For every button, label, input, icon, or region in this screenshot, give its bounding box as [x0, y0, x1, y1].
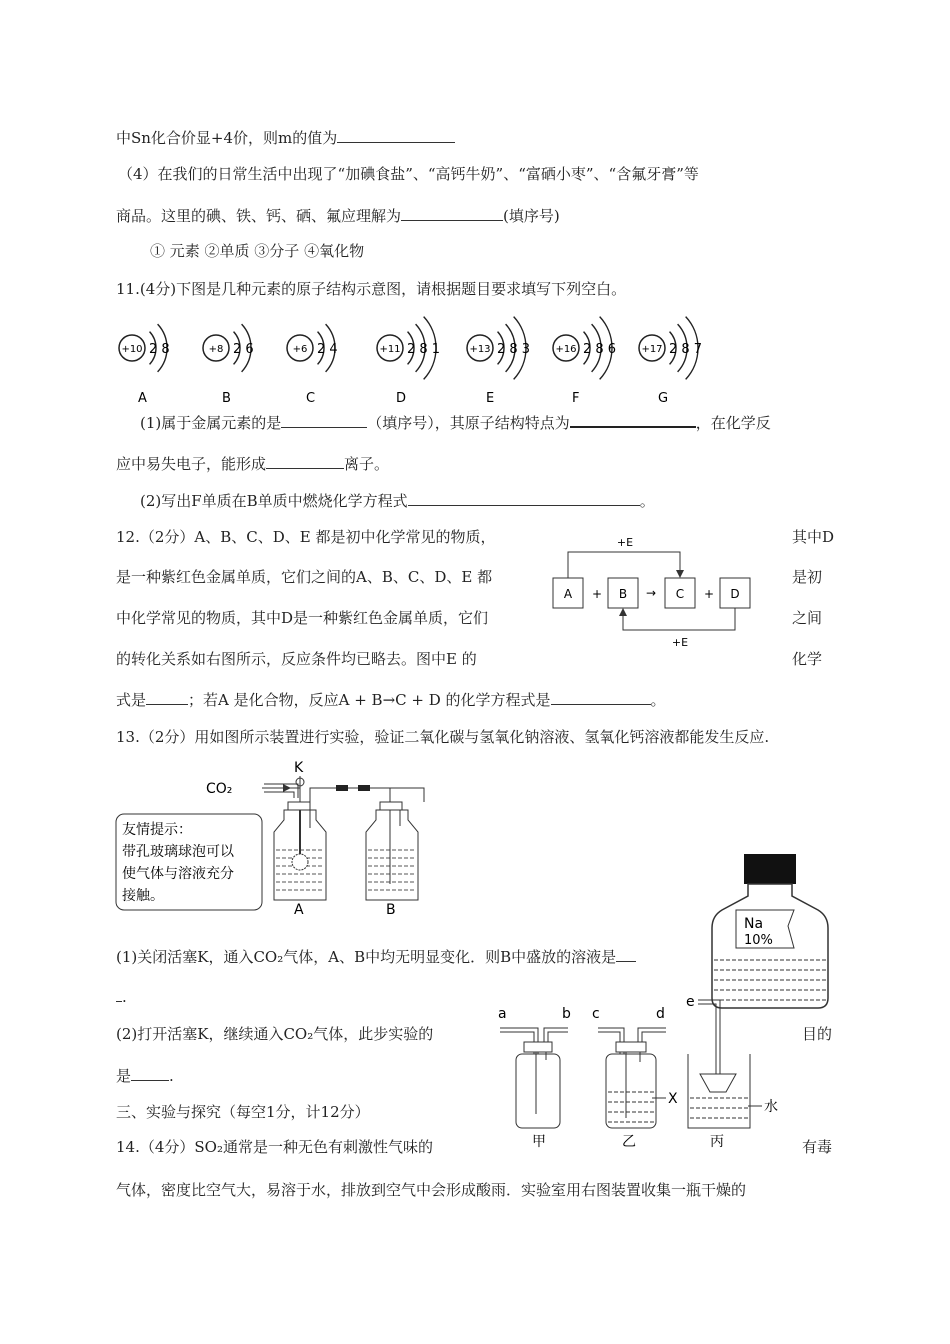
- q10-4-text2: 商品。这里的碘、铁、钙、硒、氟应理解为: [116, 207, 402, 225]
- q12-text5a: 式是: [116, 691, 147, 709]
- q12-text5c: 。: [650, 691, 666, 709]
- q13-3-end: .: [169, 1067, 174, 1085]
- q12-line4: 的转化关系如右图所示，反应条件均已略去。图中E 的: [116, 650, 477, 668]
- q12-line1-right: 其中D: [792, 528, 835, 546]
- q13-1-line2: [116, 987, 127, 1007]
- answer-blank[interactable]: [131, 1066, 169, 1081]
- transformation-flow-diagram: [545, 534, 755, 654]
- bottle-a-label: A: [294, 902, 304, 918]
- q11-1-text: (1)属于金属元素的是: [140, 414, 282, 432]
- q10-4-text: （4）在我们的日常生活中出现了“加碘食盐”、“高钙牛奶”、“富硒小枣”、“含氟牙膏”等: [118, 165, 699, 183]
- options-line: ① 元素 ②单质 ③分子 ④氧化物: [150, 242, 365, 260]
- water-label: 水: [764, 1099, 778, 1115]
- atom-structure-diagrams: [110, 306, 710, 412]
- q12-line3-right: 之间: [792, 609, 823, 627]
- hint-line-3: 接触。: [122, 888, 164, 904]
- nucleus-charge: +6: [292, 344, 308, 355]
- atom-diagram-c: [287, 324, 338, 406]
- bottle-yi: [606, 1054, 656, 1128]
- atom-label: A: [138, 391, 147, 406]
- electron-count: 2 8: [149, 342, 170, 357]
- reagent-bottle: [708, 852, 832, 1012]
- atom-label: E: [486, 391, 495, 406]
- reaction-arrow: →: [645, 586, 657, 600]
- port-a-label: a: [498, 1006, 507, 1022]
- hint-line-2: 使气体与溶液充分: [122, 866, 234, 882]
- bottle-b: [366, 810, 418, 900]
- fill-hint: (填序号): [503, 207, 560, 225]
- electron-count: 2 8 6: [583, 342, 617, 357]
- atom-label: B: [222, 391, 231, 406]
- label-D: D: [730, 587, 740, 601]
- answer-blank[interactable]: [337, 128, 455, 143]
- electron-count: 2 8 1: [407, 342, 441, 357]
- q10-4-line2: [116, 206, 560, 226]
- bottle-yi-label: 乙: [622, 1134, 636, 1150]
- atom-label: C: [306, 391, 316, 406]
- q13-1-end: .: [122, 988, 127, 1006]
- q13-3-text: 是: [116, 1067, 132, 1085]
- hint-title: 友情提示：: [122, 822, 192, 838]
- bottle-cap: [744, 854, 796, 884]
- q11-1-line: [140, 412, 771, 433]
- q12-line2: 是一种紫红色金属单质，它们之间的A、B、C、D、E 都: [116, 568, 493, 586]
- q11-1-line2: [116, 454, 389, 474]
- label-na: Na: [744, 916, 764, 932]
- electron-count: 2 6: [233, 342, 254, 357]
- q11-1-text5: 离子。: [344, 455, 390, 473]
- label-percent: 10%: [744, 933, 773, 948]
- section-3-heading: 三、实验与探究（每空1分，计12分）: [116, 1103, 370, 1121]
- q12-line1: 12.（2分）A、B、C、D、E 都是初中化学常见的物质，: [116, 528, 496, 546]
- plus-2: +: [703, 587, 715, 601]
- nucleus-charge: +11: [379, 344, 401, 355]
- port-d-label: d: [656, 1006, 665, 1022]
- q12-line5: [116, 690, 666, 710]
- q11-1-text2: （填序号），其原子结构特点为: [367, 414, 570, 432]
- q10-3-text: 中Sn化合价显+4价，则m的值为: [116, 129, 338, 147]
- so2-collection-apparatus: [488, 998, 798, 1150]
- answer-blank[interactable]: [570, 412, 696, 428]
- atom-label: D: [396, 391, 407, 406]
- atom-diagram-f: [553, 317, 616, 406]
- q11-1-text3: ，在化学反: [695, 414, 771, 432]
- plus-1: +: [591, 587, 603, 601]
- label-e-bottom: +E: [671, 636, 689, 649]
- answer-blank[interactable]: [146, 690, 188, 705]
- q14-line1: 14.（4分）SO₂通常是一种无色有刺激性气味的: [116, 1138, 433, 1156]
- q12-text5b: ；若A 是化合物，反应A + B→C + D 的化学方程式是: [188, 691, 551, 709]
- reagent-x-label: X: [668, 1091, 678, 1107]
- q12-line2-right: 是初: [792, 568, 823, 586]
- q11-2-end: 。: [639, 492, 655, 510]
- port-e-label: e: [686, 998, 695, 1010]
- q14-line1-right: 有毒: [802, 1138, 833, 1156]
- q14-line2: 气体，密度比空气大，易溶于水，排放到空气中会形成酸雨．实验室用右图装置收集一瓶干燥的: [116, 1181, 747, 1199]
- bottom-arrow: [623, 608, 735, 630]
- co2-apparatus-diagram: [114, 752, 444, 918]
- q13-2-text: (2)打开活塞K，继续通入CO₂气体，此步实验的: [116, 1025, 434, 1043]
- q12-line3: 中化学常见的物质，其中D是一种紫红色金属单质，它们: [116, 609, 489, 627]
- answer-blank[interactable]: [551, 690, 651, 705]
- electron-count: 2 8 7: [669, 342, 703, 357]
- atom-diagram-g: [639, 317, 702, 406]
- nucleus-charge: +10: [121, 344, 143, 355]
- q13-stem: 13.（2分）用如图所示装置进行实验，验证二氧化碳与氢氧化钠溶液、氢氧化钙溶液都能发生反应.: [116, 728, 770, 746]
- co2-label: CO₂: [206, 781, 233, 797]
- atom-label: G: [658, 391, 669, 406]
- q12-line4-right: 化学: [792, 650, 823, 668]
- answer-blank[interactable]: [281, 413, 367, 428]
- q11-1-text4: 应中易失电子，能形成: [116, 455, 267, 473]
- atom-diagram-d: [377, 317, 440, 406]
- electron-count: 2 4: [317, 342, 338, 357]
- label-e-top: +E: [616, 536, 634, 549]
- label-C: C: [675, 587, 685, 601]
- nucleus-charge: +16: [555, 344, 577, 355]
- bottle-jia: [516, 1054, 560, 1128]
- bottle-jia-label: 甲: [532, 1134, 546, 1150]
- q10-3-line: [116, 128, 455, 148]
- port-b-label: b: [562, 1006, 571, 1022]
- q13-2-right: 目的: [802, 1025, 833, 1043]
- atom-diagram-a: [119, 324, 170, 406]
- nucleus-charge: +8: [208, 344, 224, 355]
- nucleus-charge: +13: [469, 344, 491, 355]
- q11-2-text: (2)写出F单质在B单质中燃烧化学方程式: [140, 492, 408, 510]
- q13-3-line: [116, 1066, 174, 1086]
- atom-diagram-b: [203, 324, 254, 406]
- glass-bulb: [292, 854, 308, 870]
- atom-diagram-e: [467, 317, 530, 406]
- hint-line-1: 带孔玻璃球泡可以: [122, 844, 234, 860]
- answer-blank[interactable]: [401, 206, 503, 221]
- funnel: [700, 1074, 736, 1092]
- label-A: A: [563, 587, 573, 601]
- electron-count: 2 8 3: [497, 342, 531, 357]
- answer-blank[interactable]: [616, 947, 636, 962]
- bottle-b-label: B: [386, 902, 396, 918]
- q13-1-text: (1)关闭活塞K，通入CO₂气体，A、B中均无明显变化．则B中盛放的溶液是: [116, 948, 617, 966]
- answer-blank[interactable]: [266, 454, 344, 469]
- top-arrow: [568, 552, 680, 578]
- q11-2-line: [140, 491, 655, 511]
- q11-stem: 11.(4分)下图是几种元素的原子结构示意图，请根据题目要求填写下列空白。: [116, 280, 627, 298]
- q13-1-line: [116, 947, 636, 967]
- beaker-bing-label: 丙: [710, 1134, 724, 1150]
- atom-label: F: [572, 391, 580, 406]
- port-c-label: c: [592, 1006, 600, 1022]
- valve-k-label: K: [294, 760, 304, 776]
- label-B: B: [618, 587, 628, 601]
- nucleus-charge: +17: [641, 344, 663, 355]
- answer-blank[interactable]: [408, 491, 640, 506]
